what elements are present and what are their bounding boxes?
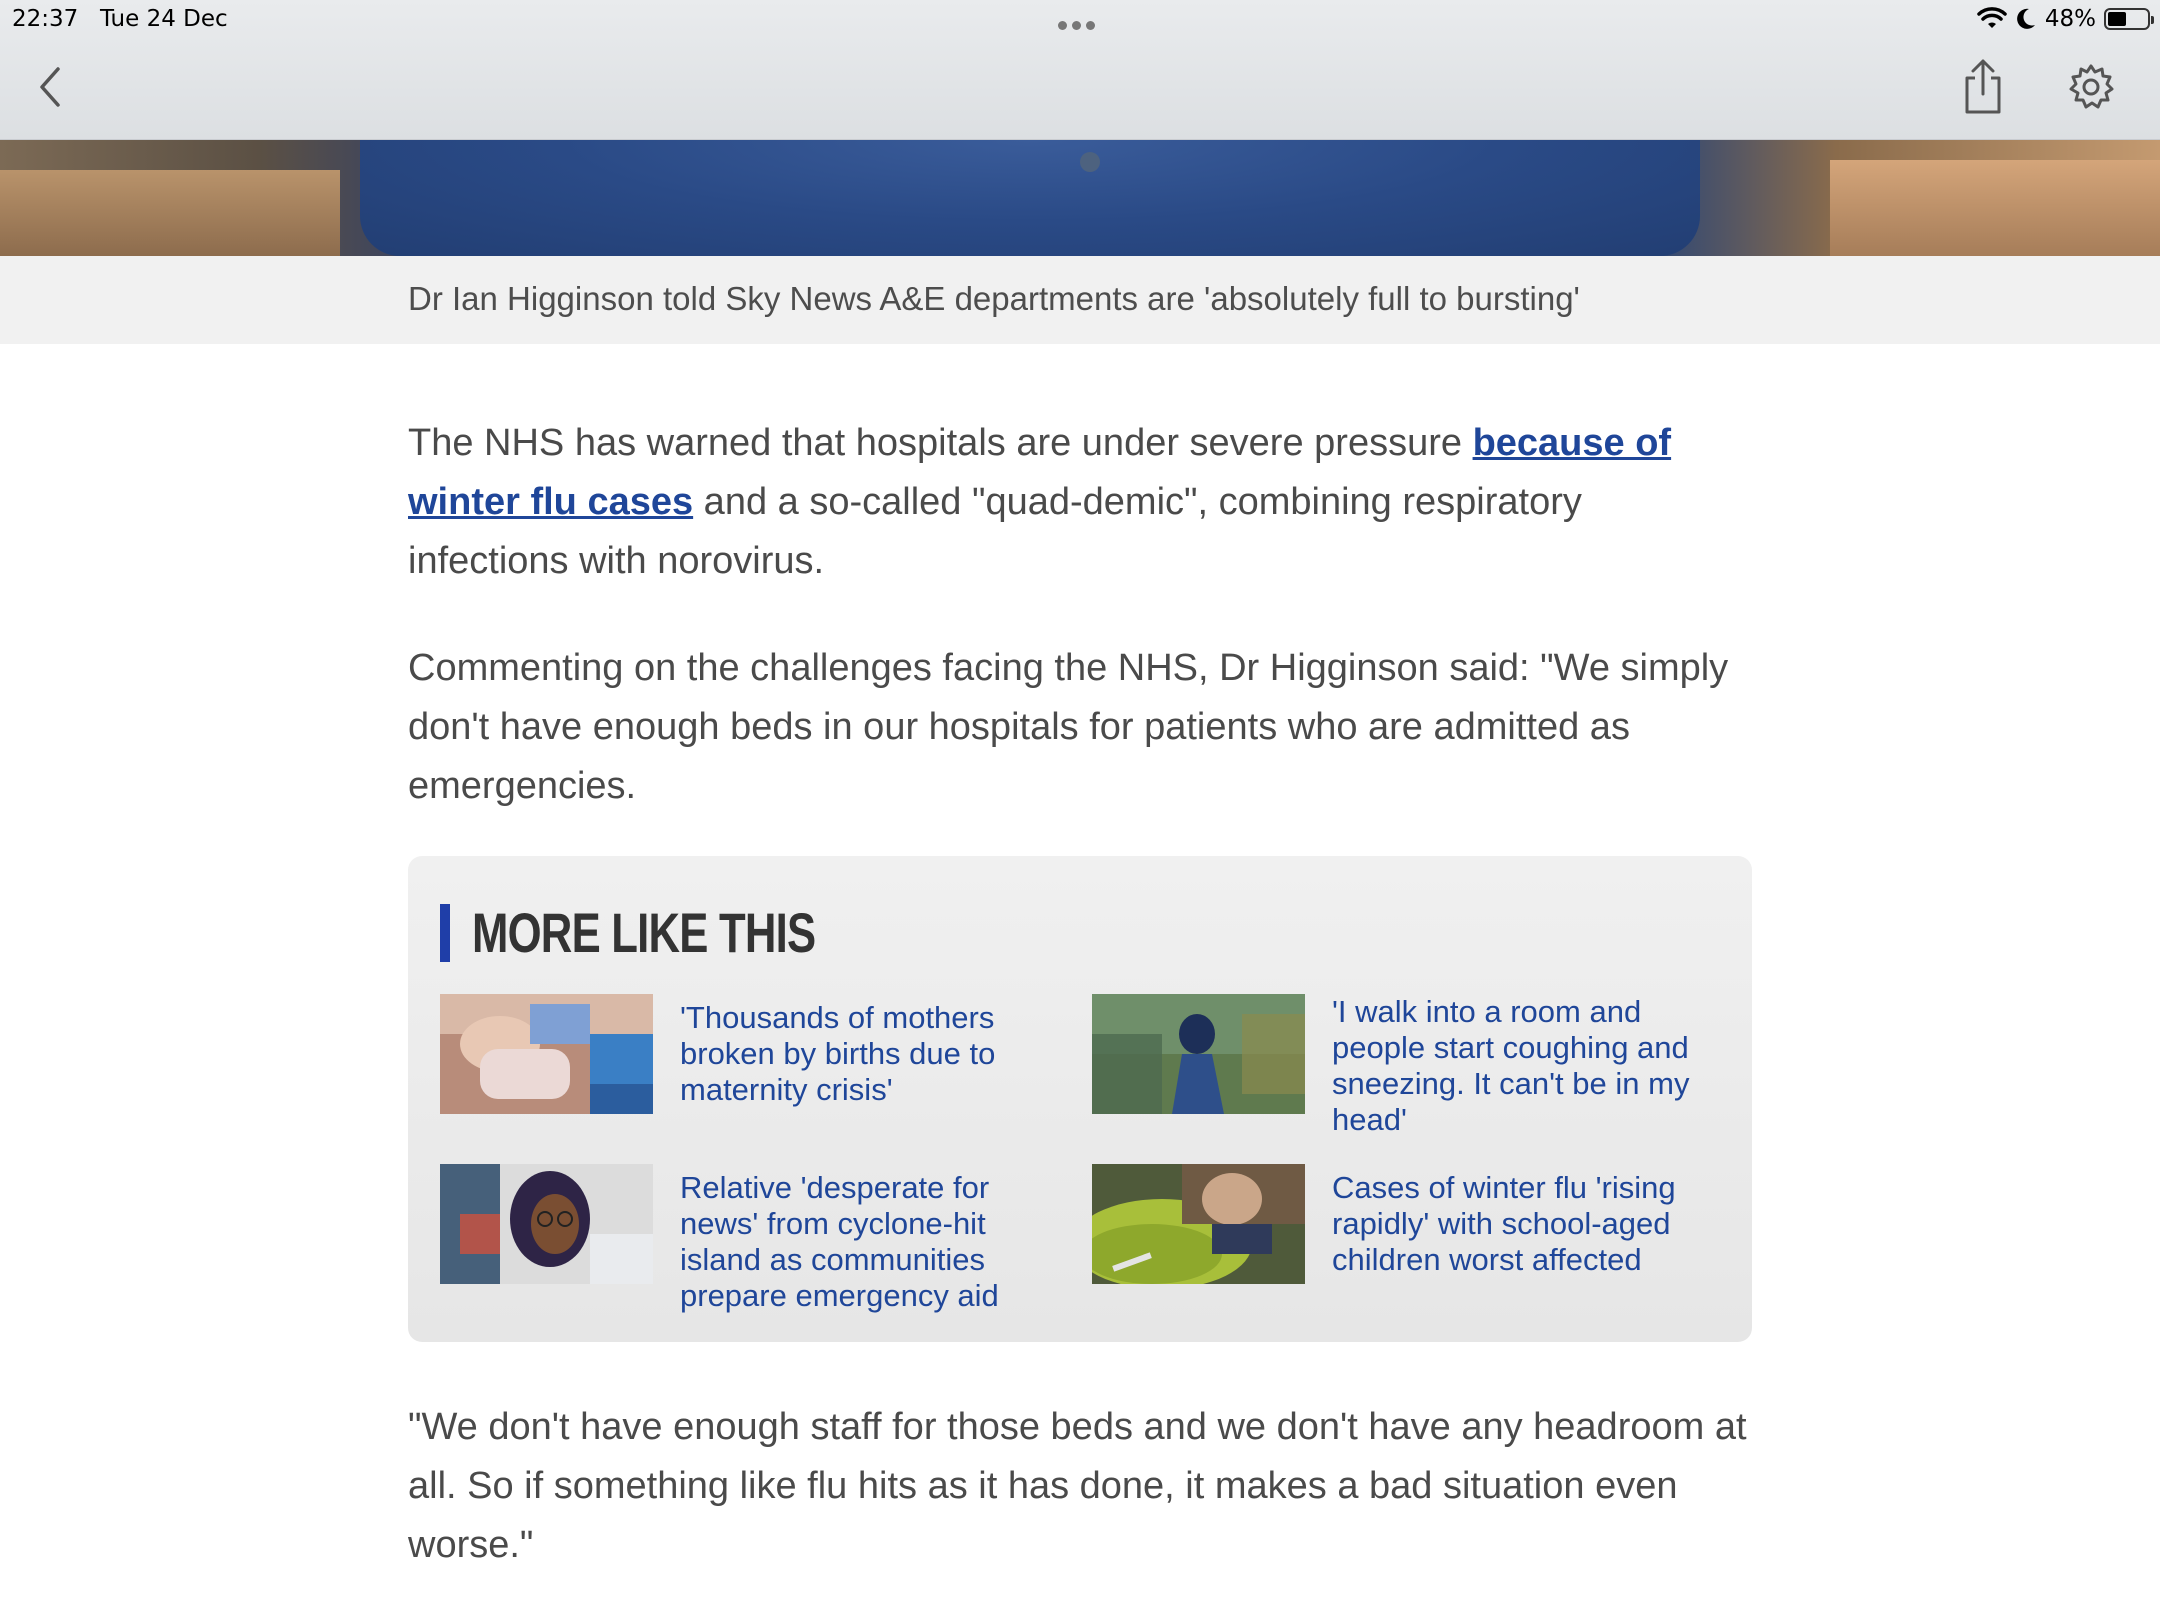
moon-icon	[2015, 7, 2037, 31]
story-headline[interactable]: Relative 'desperate for news' from cyclone-hit island as communities prepare emergency aid	[680, 1170, 999, 1313]
story-thumbnail[interactable]	[1092, 1164, 1305, 1284]
hero-shirt	[360, 140, 1700, 256]
gear-icon	[2067, 63, 2115, 111]
battery-percent: 48%	[2044, 6, 2096, 32]
story-thumbnail[interactable]	[440, 994, 653, 1114]
paragraph-text: The NHS has warned that hospitals are under severe pressure	[408, 422, 1473, 464]
related-story-card[interactable]	[1092, 994, 1712, 1154]
story-headline[interactable]: 'Thousands of mothers broken by births due to maternity crisis'	[680, 1000, 996, 1107]
more-like-this-panel	[408, 856, 1752, 1342]
chevron-left-icon	[36, 65, 66, 109]
related-story-card[interactable]	[440, 994, 1060, 1154]
settings-button[interactable]	[2060, 56, 2122, 118]
hero-desk-left	[0, 170, 340, 256]
story-headline[interactable]: Cases of winter flu 'rising rapidly' with school-aged children worst affected	[1332, 1170, 1676, 1277]
more-like-this-heading: MORE LIKE THIS	[472, 901, 816, 964]
image-caption-bar	[0, 256, 2160, 344]
share-icon	[1961, 58, 2005, 116]
image-caption: Dr Ian Higginson told Sky News A&E departments are 'absolutely full to bursting'	[408, 280, 1580, 317]
back-button[interactable]	[20, 56, 82, 118]
related-story-card[interactable]	[440, 1164, 1060, 1324]
paragraph-text: and a so-called "quad-demic", combining respiratory infections with norovirus.	[408, 481, 1582, 582]
share-button[interactable]	[1952, 56, 2014, 118]
status-date: Tue 24 Dec	[100, 6, 228, 32]
article-paragraph-2: Commenting on the challenges facing the NHS, Dr Higginson said: "We simply don't have enough beds in our hospitals for patients who are admitted as emergencies.	[408, 647, 1729, 807]
system-status	[1977, 4, 2150, 34]
related-story-card[interactable]	[1092, 1164, 1712, 1324]
hero-desk-right	[1830, 160, 2160, 256]
more-like-this-header	[440, 900, 912, 965]
story-thumbnail[interactable]	[440, 1164, 653, 1284]
battery-icon	[2104, 8, 2150, 30]
battery-fill	[2108, 12, 2126, 26]
story-headline[interactable]: 'I walk into a room and people start coughing and sneezing. It can't be in my head'	[1332, 994, 1690, 1137]
status-time: 22:37	[12, 6, 79, 32]
hero-shirt-button	[1080, 152, 1100, 172]
wifi-icon	[1977, 7, 2007, 31]
multitasking-dots-icon[interactable]	[1058, 15, 1102, 25]
winter-flu-link[interactable]: because of winter flu cases	[408, 422, 1672, 523]
hero-image	[0, 140, 2160, 256]
top-bar	[0, 0, 2160, 140]
heading-accent-bar	[440, 904, 450, 962]
article-paragraph-3: "We don't have enough staff for those beds and we don't have any headroom at all. So if something like flu hits as it has done, it makes a bad situation even worse."	[408, 1406, 1747, 1566]
article-paragraph-1	[408, 414, 1748, 591]
story-thumbnail[interactable]	[1092, 994, 1305, 1114]
